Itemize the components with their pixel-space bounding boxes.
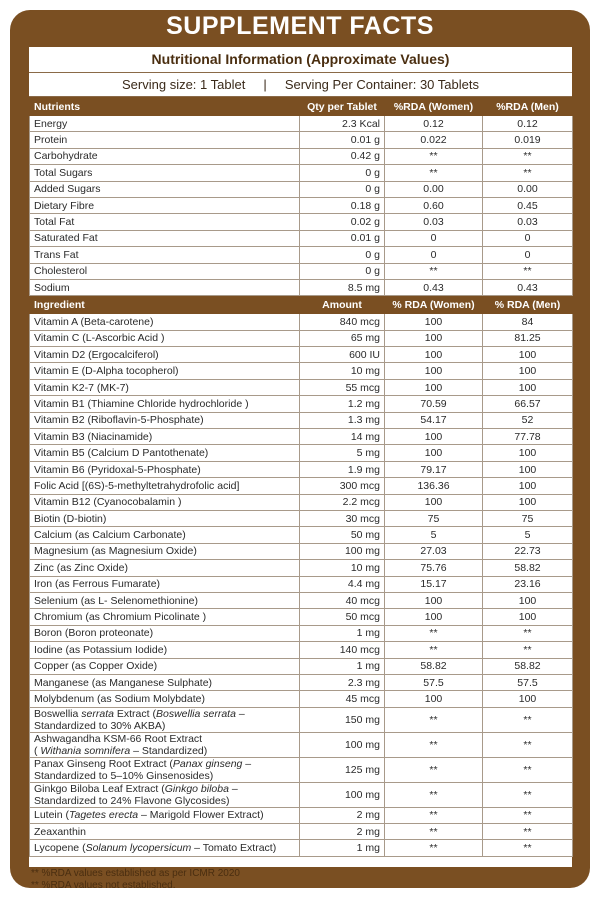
row-rda-women: 15.17	[385, 576, 483, 592]
table-row	[30, 347, 573, 363]
row-rda-women: 0.00	[385, 181, 483, 197]
table-row	[30, 576, 573, 592]
serving-info: Serving size: 1 Tablet | Serving Per Container: 30 Tablets	[29, 73, 572, 97]
row-amount: 55 mcg	[300, 379, 385, 395]
row-name: Added Sugars	[30, 181, 300, 197]
row-rda-men: 100	[483, 363, 573, 379]
panel-title: SUPPLEMENT FACTS	[166, 12, 434, 40]
row-name: Selenium (as L- Selenomethionine)	[30, 592, 300, 608]
botanical-name: Withania somnifera	[40, 744, 131, 757]
row-rda-men: 5	[483, 527, 573, 543]
row-rda-men: 0.00	[483, 181, 573, 197]
ingredient-text: Ashwagandha KSM-66 Root Extract	[34, 732, 203, 745]
table-row	[30, 757, 573, 782]
row-amount: 1.2 mg	[300, 396, 385, 412]
row-name: Vitamin E (D-Alpha tocopherol)	[30, 363, 300, 379]
row-name: Saturated Fat	[30, 230, 300, 246]
row-rda-women: 5	[385, 527, 483, 543]
table-row	[30, 625, 573, 641]
table-row	[30, 609, 573, 625]
row-rda-men: 0.12	[483, 116, 573, 132]
row-name: Vitamin C (L-Ascorbic Acid )	[30, 330, 300, 346]
row-rda-men: **	[483, 165, 573, 181]
table-row	[30, 132, 573, 148]
row-rda-women: **	[385, 263, 483, 279]
row-name: Carbohydrate	[30, 148, 300, 164]
row-rda-women: **	[385, 707, 483, 732]
row-amount: 100 mg	[300, 543, 385, 559]
row-amount: 140 mcg	[300, 642, 385, 658]
row-name: Chromium (as Chromium Picolinate )	[30, 609, 300, 625]
row-rda-men: 0.43	[483, 279, 573, 295]
row-rda-men: 100	[483, 494, 573, 510]
row-rda-men: 100	[483, 691, 573, 707]
row-amount: 65 mg	[300, 330, 385, 346]
row-rda-women: **	[385, 148, 483, 164]
row-amount: 4.4 mg	[300, 576, 385, 592]
row-name-line	[34, 708, 295, 720]
botanical-name: Solanum lycopersicum	[85, 842, 192, 855]
row-rda-women: 57.5	[385, 674, 483, 690]
row-rda-men: 58.82	[483, 658, 573, 674]
row-rda-men: 100	[483, 478, 573, 494]
row-amount: 1 mg	[300, 625, 385, 641]
row-name-line	[34, 770, 295, 782]
row-name: Trans Fat	[30, 247, 300, 263]
ingredient-text: –	[228, 782, 238, 795]
row-rda-men: **	[483, 707, 573, 732]
row-rda-women: 100	[385, 379, 483, 395]
row-rda-women: 75.76	[385, 560, 483, 576]
row-amount: 40 mcg	[300, 592, 385, 608]
nutrients-table	[29, 97, 573, 857]
table-row	[30, 642, 573, 658]
row-name: Folic Acid [(6S)-5-methyltetrahydrofolic acid]	[30, 478, 300, 494]
table-row	[30, 165, 573, 181]
ingredient-text: Panax Ginseng Root Extract (	[34, 757, 173, 770]
row-name: Manganese (as Manganese Sulphate)	[30, 674, 300, 690]
table-row	[30, 691, 573, 707]
row-name: Zeaxanthin	[30, 824, 300, 840]
ingredient-text: Standardized to 5–10% Ginsenosides)	[34, 769, 214, 782]
table-row	[30, 148, 573, 164]
ingredient-text: Ginkgo Biloba Leaf Extract (	[34, 782, 165, 795]
row-rda-men: **	[483, 757, 573, 782]
row-name: Vitamin D2 (Ergocalciferol)	[30, 347, 300, 363]
row-name-line	[34, 720, 295, 732]
row-rda-women: **	[385, 824, 483, 840]
ingredients-body	[30, 314, 573, 857]
row-amount: 300 mcg	[300, 478, 385, 494]
row-amount: 14 mg	[300, 429, 385, 445]
row-rda-women: 100	[385, 429, 483, 445]
row-name: Vitamin B2 (Riboflavin-5-Phosphate)	[30, 412, 300, 428]
row-rda-women: 100	[385, 363, 483, 379]
nutrients-header-row	[30, 98, 573, 116]
row-name-line	[34, 795, 295, 807]
table-row	[30, 782, 573, 807]
rda-women-header: %RDA (Women)	[385, 98, 483, 116]
row-rda-women: 100	[385, 445, 483, 461]
table-row	[30, 543, 573, 559]
ingredient-text: – Tomato Extract)	[191, 842, 277, 855]
row-rda-men: 0.03	[483, 214, 573, 230]
row-rda-women: 79.17	[385, 461, 483, 477]
row-rda-women: 100	[385, 494, 483, 510]
row-rda-men: 0	[483, 230, 573, 246]
footnotes	[31, 868, 240, 892]
row-rda-women: 100	[385, 592, 483, 608]
row-name	[30, 757, 300, 782]
row-rda-men: 23.16	[483, 576, 573, 592]
row-name: Protein	[30, 132, 300, 148]
row-rda-women: 0	[385, 247, 483, 263]
table-row	[30, 314, 573, 330]
row-rda-women: **	[385, 732, 483, 757]
ingredient-text: Boswellia	[34, 707, 82, 720]
row-rda-women: 0.022	[385, 132, 483, 148]
row-amount: 50 mg	[300, 527, 385, 543]
ingredient-text: Standardized to 30% AKBA)	[34, 719, 166, 732]
table-row	[30, 412, 573, 428]
table-row	[30, 230, 573, 246]
table-row	[30, 658, 573, 674]
row-name: Calcium (as Calcium Carbonate)	[30, 527, 300, 543]
ingredient-text: Standardized to 24% Flavone Glycosides)	[34, 794, 230, 807]
row-rda-women: **	[385, 625, 483, 641]
table-row	[30, 181, 573, 197]
row-amount: 0 g	[300, 263, 385, 279]
row-amount: 30 mcg	[300, 510, 385, 526]
row-amount: 1 mg	[300, 840, 385, 856]
row-amount: 0 g	[300, 181, 385, 197]
table-row	[30, 510, 573, 526]
row-amount: 50 mcg	[300, 609, 385, 625]
table-row	[30, 592, 573, 608]
table-row	[30, 214, 573, 230]
row-name: Molybdenum (as Sodium Molybdate)	[30, 691, 300, 707]
row-amount: 1.9 mg	[300, 461, 385, 477]
row-rda-women: 136.36	[385, 478, 483, 494]
row-rda-men: **	[483, 732, 573, 757]
row-rda-men: **	[483, 642, 573, 658]
row-name: Energy	[30, 116, 300, 132]
row-rda-men: 0.019	[483, 132, 573, 148]
table-row	[30, 674, 573, 690]
row-rda-women: 100	[385, 314, 483, 330]
row-rda-men: 84	[483, 314, 573, 330]
ingredient-text: Extract (	[113, 707, 156, 720]
row-rda-men: 81.25	[483, 330, 573, 346]
rda-men-header: % RDA (Men)	[483, 296, 573, 314]
row-name: Copper (as Copper Oxide)	[30, 658, 300, 674]
ingredient-text: –	[242, 757, 252, 770]
rda-men-header: %RDA (Men)	[483, 98, 573, 116]
row-amount: 1 mg	[300, 658, 385, 674]
ingredient-text: –	[235, 707, 245, 720]
table-row	[30, 807, 573, 823]
row-amount: 2.3 mg	[300, 674, 385, 690]
rda-women-header: % RDA (Women)	[385, 296, 483, 314]
table-row	[30, 429, 573, 445]
table-row	[30, 247, 573, 263]
row-rda-women: 100	[385, 330, 483, 346]
row-amount: 2.2 mcg	[300, 494, 385, 510]
row-rda-men: **	[483, 782, 573, 807]
table-row	[30, 116, 573, 132]
row-name: Vitamin A (Beta-carotene)	[30, 314, 300, 330]
table-row	[30, 527, 573, 543]
row-rda-men: 100	[483, 347, 573, 363]
row-name: Cholesterol	[30, 263, 300, 279]
row-rda-men: **	[483, 148, 573, 164]
row-rda-men: 57.5	[483, 674, 573, 690]
row-rda-men: 58.82	[483, 560, 573, 576]
ingredient-text: Lycopene (	[34, 842, 86, 855]
botanical-name: Ginkgo biloba	[164, 782, 229, 795]
row-amount: 2 mg	[300, 824, 385, 840]
row-amount: 840 mcg	[300, 314, 385, 330]
nutrients-body	[30, 116, 573, 296]
row-name: Iron (as Ferrous Fumarate)	[30, 576, 300, 592]
row-rda-women: 58.82	[385, 658, 483, 674]
row-rda-women: 0.03	[385, 214, 483, 230]
facts-sheet	[29, 47, 572, 891]
ingredient-header: Ingredient	[30, 296, 300, 314]
row-rda-women: 100	[385, 609, 483, 625]
row-amount: 600 IU	[300, 347, 385, 363]
botanical-name: Panax ginseng	[172, 757, 243, 770]
row-rda-men: 22.73	[483, 543, 573, 559]
row-amount: 1.3 mg	[300, 412, 385, 428]
row-name	[30, 732, 300, 757]
row-name: Vitamin B5 (Calcium D Pantothenate)	[30, 445, 300, 461]
botanical-name: serrata	[81, 707, 114, 720]
row-amount: 0 g	[300, 247, 385, 263]
amount-header: Amount	[300, 296, 385, 314]
row-amount: 0 g	[300, 165, 385, 181]
row-name-line	[34, 783, 295, 795]
row-amount: 45 mcg	[300, 691, 385, 707]
row-rda-women: 100	[385, 691, 483, 707]
row-name: Vitamin B6 (Pyridoxal-5-Phosphate)	[30, 461, 300, 477]
row-name-line	[34, 745, 295, 757]
row-amount: 10 mg	[300, 363, 385, 379]
row-amount: 150 mg	[300, 707, 385, 732]
row-name-line	[34, 733, 295, 745]
row-rda-men: 100	[483, 592, 573, 608]
table-row	[30, 560, 573, 576]
table-row	[30, 197, 573, 213]
row-name: Dietary Fibre	[30, 197, 300, 213]
row-rda-women: 54.17	[385, 412, 483, 428]
row-rda-women: **	[385, 782, 483, 807]
table-row	[30, 461, 573, 477]
row-name: Boron (Boron proteonate)	[30, 625, 300, 641]
row-rda-women: **	[385, 757, 483, 782]
row-name	[30, 707, 300, 732]
ingredients-header-row	[30, 296, 573, 314]
nutritional-info-title: Nutritional Information (Approximate Values)	[29, 47, 572, 73]
row-rda-men: 66.57	[483, 396, 573, 412]
row-rda-men: 100	[483, 379, 573, 395]
row-name-line	[34, 758, 295, 770]
row-rda-men: 77.78	[483, 429, 573, 445]
row-name: Vitamin B3 (Niacinamide)	[30, 429, 300, 445]
supplement-facts-panel	[10, 10, 590, 891]
row-rda-women: 75	[385, 510, 483, 526]
row-rda-men: **	[483, 840, 573, 856]
row-rda-women: **	[385, 807, 483, 823]
row-rda-men: **	[483, 263, 573, 279]
row-name: Zinc (as Zinc Oxide)	[30, 560, 300, 576]
row-rda-women: 0.60	[385, 197, 483, 213]
row-amount: 100 mg	[300, 782, 385, 807]
row-amount: 2 mg	[300, 807, 385, 823]
footnote: ** %RDA values not established.	[31, 880, 176, 891]
footnote: ** %RDA values established as per ICMR 2020	[31, 868, 240, 879]
table-row	[30, 494, 573, 510]
row-rda-men: **	[483, 807, 573, 823]
row-amount: 8.5 mg	[300, 279, 385, 295]
row-name: Vitamin K2-7 (MK-7)	[30, 379, 300, 395]
row-name: Total Fat	[30, 214, 300, 230]
table-row	[30, 363, 573, 379]
row-rda-men: 75	[483, 510, 573, 526]
row-rda-men: 52	[483, 412, 573, 428]
nutrients-header: Nutrients	[30, 98, 300, 116]
table-row	[30, 707, 573, 732]
row-amount: 2.3 Kcal	[300, 116, 385, 132]
row-amount: 125 mg	[300, 757, 385, 782]
row-amount: 0.18 g	[300, 197, 385, 213]
row-rda-women: 0.43	[385, 279, 483, 295]
table-row	[30, 478, 573, 494]
row-rda-women: 100	[385, 347, 483, 363]
row-name	[30, 782, 300, 807]
row-amount: 0.01 g	[300, 230, 385, 246]
row-rda-women: **	[385, 840, 483, 856]
botanical-name: Boswellia serrata	[155, 707, 236, 720]
row-rda-men: 100	[483, 461, 573, 477]
row-name: Vitamin B1 (Thiamine Chloride hydrochloride )	[30, 396, 300, 412]
table-row	[30, 279, 573, 295]
row-rda-women: 27.03	[385, 543, 483, 559]
row-rda-women: 0	[385, 230, 483, 246]
ingredient-text: (	[34, 744, 41, 757]
row-rda-men: 100	[483, 609, 573, 625]
row-name: Total Sugars	[30, 165, 300, 181]
row-rda-men: 100	[483, 445, 573, 461]
table-row	[30, 330, 573, 346]
row-name: Sodium	[30, 279, 300, 295]
ingredient-text: – Marigold Flower Extract)	[138, 809, 264, 822]
botanical-name: Tagetes erecta	[69, 809, 139, 822]
row-rda-men: **	[483, 824, 573, 840]
table-row	[30, 445, 573, 461]
row-name: Magnesium (as Magnesium Oxide)	[30, 543, 300, 559]
row-amount: 0.02 g	[300, 214, 385, 230]
row-amount: 0.01 g	[300, 132, 385, 148]
row-name: Biotin (D-biotin)	[30, 510, 300, 526]
row-amount: 0.42 g	[300, 148, 385, 164]
row-rda-women: 0.12	[385, 116, 483, 132]
row-rda-men: 0	[483, 247, 573, 263]
row-amount: 5 mg	[300, 445, 385, 461]
table-row	[30, 840, 573, 856]
ingredient-text: Lutein (	[34, 809, 70, 822]
row-rda-women: 70.59	[385, 396, 483, 412]
table-row	[30, 396, 573, 412]
row-rda-women: **	[385, 165, 483, 181]
row-rda-women: **	[385, 642, 483, 658]
row-rda-men: **	[483, 625, 573, 641]
row-name	[30, 807, 300, 823]
ingredient-text: – Standardized)	[130, 744, 208, 757]
row-rda-men: 0.45	[483, 197, 573, 213]
row-amount: 100 mg	[300, 732, 385, 757]
row-name	[30, 840, 300, 856]
table-row	[30, 824, 573, 840]
table-row	[30, 732, 573, 757]
row-name: Iodine (as Potassium Iodide)	[30, 642, 300, 658]
row-name: Vitamin B12 (Cyanocobalamin )	[30, 494, 300, 510]
qty-header: Qty per Tablet	[300, 98, 385, 116]
table-row	[30, 379, 573, 395]
table-row	[30, 263, 573, 279]
row-amount: 10 mg	[300, 560, 385, 576]
